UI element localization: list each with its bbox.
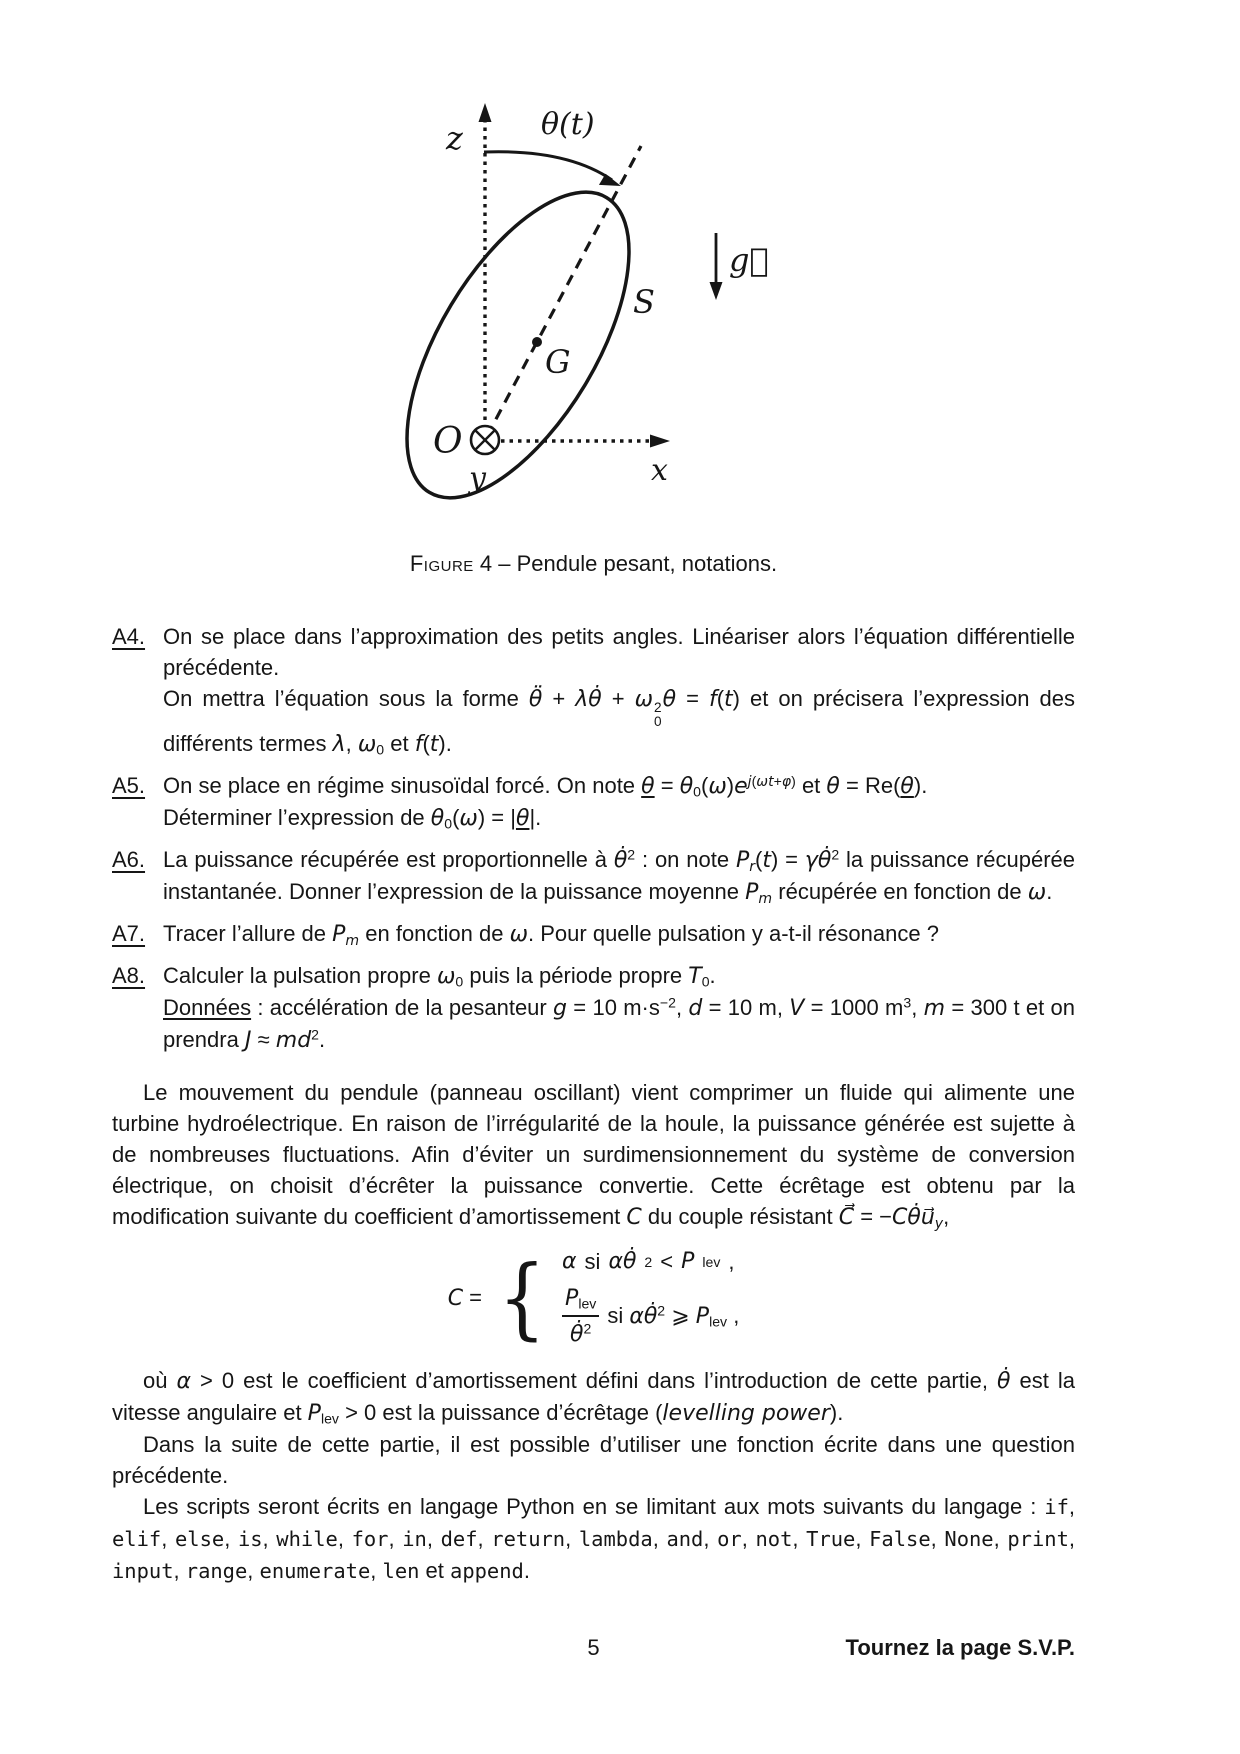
equation-case-2-condition: si αθ̇$^2$ ⩾ $P_{lev}$ , <box>607 1302 740 1330</box>
question-A6 <box>112 844 1075 908</box>
solid-label-S: S <box>633 283 655 321</box>
question-A5 <box>112 770 1075 834</box>
equation-brace: { <box>498 1246 546 1350</box>
pendulum-diagram <box>356 84 780 530</box>
question-label: A5. <box>112 773 146 799</box>
paragraph-suite: Dans la suite de cette partie, il est possible d’utiliser une fonction écrite dans une question précédente. <box>112 1432 1075 1489</box>
turn-page-notice: Tournez la page S.V.P. <box>845 1635 1075 1660</box>
pendulum-axis-line <box>487 146 641 436</box>
question-A8 <box>112 960 1075 1056</box>
question-text: La puissance récupérée est proportionnelle à θ̇$^2$ : on note $P_r(t)$ = γθ̇$^2$ la puissance récupérée instantanée. Donner l’expression de la puissance moyenne $P_m$ récupérée en fonction de ω. <box>163 846 1075 907</box>
center-of-mass-dot <box>532 337 542 347</box>
panel-ellipse <box>363 157 674 530</box>
equation-case-2 <box>562 1282 739 1350</box>
angle-label-theta: θ(t) <box>541 107 595 142</box>
axis-label-x: x <box>651 453 668 488</box>
origin-label-O: O <box>433 421 463 462</box>
paragraph-alpha: où α > 0 est le coefficient d’amortissement défini dans l’introduction de cette partie, θ̇ est la vitesse angulaire et $P_{lev} > 0$ est la puissance d’écrêtage (levelling power). <box>112 1368 1075 1427</box>
page-footer <box>112 1632 1075 1663</box>
axis-label-z: z <box>446 119 463 157</box>
damping-coefficient-equation <box>112 1246 1075 1350</box>
question-text: On se place en régime sinusoïdal forcé. On note $\theta = \theta_0(\omega)e^{j(\omega t+\varphi)}$ et θ = Re(θ). <box>163 772 928 800</box>
equation-lhs: C = <box>447 1285 483 1312</box>
question-label: A4. <box>112 624 146 649</box>
question-label: A8. <box>112 963 146 989</box>
paragraph-python: Les scripts seront écrits en langage Python en se limitant aux mots suivants du langage : if, elif, else, is, while, for, in, def, return, lambda, and, or, not, True, False, None, print, input, range, enumerate, len et append. <box>112 1494 1076 1584</box>
paragraph-pendule: Le mouvement du pendule (panneau oscillant) vient comprimer un fluide qui alimente une turbine hydroélectrique. En raison de l’irrégularité de la houle, la puissance générée est sujette à de nombreuses fluctuations. Afin d’éviter un surdimensionnement du système de conversion électrique, on choisit d’écrêter la puissance convertie. Cette écrêtage est obtenu par la modification suivante du coefficient d’amortissement C du couple résistant C⃗ = $-C\thetȧu⃗_y$, <box>112 1080 1075 1232</box>
x-axis-arrowhead <box>650 435 670 448</box>
question-label: A6. <box>112 847 146 873</box>
question-A4 <box>112 621 1075 760</box>
fraction-denominator: θ̇$^2$ <box>570 1320 592 1348</box>
axis-label-y: y <box>469 461 486 496</box>
z-axis-arrowhead <box>479 103 492 122</box>
question-text: On se place dans l’approximation des petits angles. Linéariser alors l’équation différentielle précédente. <box>163 624 1075 680</box>
fraction-numerator: $P_{lev}$ <box>562 1282 599 1317</box>
equation-case-1: α si αθ̇ 2 < P lev , <box>562 1249 735 1275</box>
question-A7 <box>112 918 1075 950</box>
theta-arc <box>484 152 612 180</box>
question-text: Tracer l’allure de $P_m$ en fonction de ω. Pour quelle pulsation y a-t-il résonance ? <box>163 921 939 949</box>
question-text: Déterminer l’expression de $\theta_0(\omega) = |\theta|$. <box>163 805 542 832</box>
gravity-vector-arrowhead <box>710 282 723 300</box>
page-number: 5 <box>587 1635 600 1660</box>
question-text: Calculer la pulsation propre $\omega_0$ puis la période propre $T_0$. <box>163 963 716 990</box>
question-text: Données : accélération de la pesanteur g = 10 $m\cdot s^{-2}$, d = 10 m, V = 1000 $m^3$, m = 300 t et on prendra $J \approx md^2$. <box>163 994 1076 1054</box>
fraction <box>562 1282 599 1350</box>
center-of-mass-label-G: G <box>545 343 571 381</box>
gravity-label: g⃗ <box>729 241 769 279</box>
figure-caption: Figure 4 – Pendule pesant, notations. <box>409 551 778 576</box>
main-text-column <box>112 621 1075 1587</box>
intro-paragraphs <box>112 1077 1075 1587</box>
question-text: On mettra l’équation sous la forme θ̈ + λθ̇ + ω 2 0 θ = f(t) et on précisera l’expression des différents termes λ, $\omega_0$ et f(t). <box>163 686 1076 758</box>
question-label: A7. <box>112 921 146 947</box>
